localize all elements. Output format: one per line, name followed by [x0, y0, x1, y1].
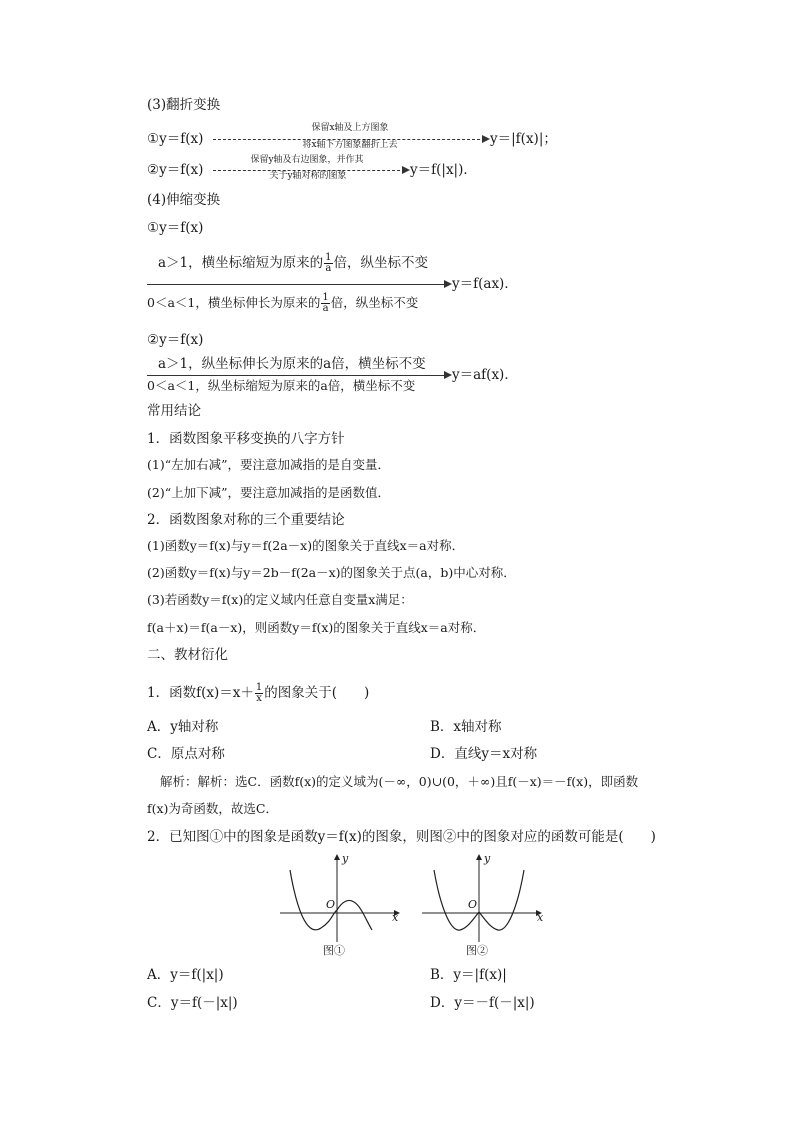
q1-solution-line2: f(x)为奇函数，故选C． [147, 801, 278, 816]
flip-row2-right: y＝f(|x|)． [410, 162, 477, 178]
fraction-one-over-a [324, 253, 332, 274]
scale-row1-bottom-text-b: 倍，纵坐标不变 [330, 295, 419, 310]
flip-row2-arrowhead [402, 166, 410, 174]
common-item-1: 1．函数图象平移变换的八字方针 [147, 431, 345, 447]
flip-row1-left: ①y＝f(x) [147, 131, 204, 147]
fig1-caption: 图① [323, 944, 345, 957]
question-1-text-b: 的图象关于( ) [264, 685, 370, 701]
q1-solution-line1: 解析：解析：选C．函数f(x)的定义域为(－∞，0)∪(0，＋∞)且f(－x)＝－f(x)，即函数 [160, 774, 639, 789]
fraction-denominator: x [256, 693, 262, 704]
fraction-denominator: a [325, 263, 332, 274]
q2-option-a: A．y＝f(|x|) [147, 967, 224, 983]
common-item-2c: (3)若函数y＝f(x)的定义域内任意自变量x满足： [147, 592, 413, 607]
figure-2-graph [418, 850, 548, 945]
common-item-2a: (1)函数y＝f(x)与y＝f(2a－x)的图象关于直线x＝a对称． [147, 538, 465, 553]
fig2-y-label: y [484, 852, 491, 865]
scale-row1-arrow-line [147, 284, 447, 285]
scale-row2-top-label: a＞1，纵坐标伸长为原来的a倍，横坐标不变 [158, 356, 426, 372]
fig1-origin-label: O [326, 898, 336, 911]
q1-option-d: D．直线y＝x对称 [430, 746, 538, 762]
scale-row1-bottom-text-a: 0＜a＜1，横坐标伸长为原来的 [147, 295, 321, 310]
common-item-1b: (2)“上加下减”，要注意加减指的是函数值． [147, 485, 390, 500]
scale-row1-right: y＝f(ax)． [452, 276, 518, 292]
flip-row1-right: y＝|f(x)|； [490, 131, 557, 147]
q2-option-c: C．y＝f(－|x|) [147, 995, 238, 1011]
fig1-y-arrow [334, 854, 340, 860]
scale-row1-bottom-label [147, 293, 418, 314]
scale-row1-left: ①y＝f(x) [147, 220, 204, 236]
q1-option-c: C．原点对称 [147, 746, 225, 762]
fig2-origin-label: O [468, 898, 478, 911]
fig2-x-label: x [537, 911, 544, 924]
common-item-2: 2．函数图象对称的三个重要结论 [147, 512, 345, 528]
scale-row2-bottom-label: 0＜a＜1，纵坐标缩短为原来的a倍，横坐标不变 [147, 378, 416, 393]
section-4-heading: (4)伸缩变换 [147, 192, 221, 208]
q2-option-b: B．y＝|f(x)| [430, 967, 507, 983]
scale-row1-top-text-b: 倍，纵坐标不变 [333, 255, 429, 271]
flip-row2-label-top: 保留y轴及右边图象，并作其 [242, 155, 372, 166]
question-1 [147, 683, 369, 704]
flip-row1-label-bottom: 将x轴下方图象翻折上去 [283, 140, 417, 151]
flip-row1-arrowhead [482, 135, 490, 143]
figure-1-graph [276, 850, 406, 945]
fig1-x-label: x [392, 911, 399, 924]
scale-row2-arrow-line [147, 375, 447, 376]
q1-option-a: A．y轴对称 [147, 719, 219, 735]
common-item-1a: (1)“左加右减”，要注意加减指的是自变量． [147, 457, 390, 472]
q1-option-b: B．x轴对称 [430, 719, 502, 735]
scale-row1-top-label [158, 253, 428, 274]
section-3-heading: (3)翻折变换 [147, 97, 221, 113]
scale-row2-arrowhead [444, 371, 452, 379]
question-2: 2．已知图①中的图象是函数y＝f(x)的图象，则图②中的图象对应的函数可能是( ) [147, 829, 656, 845]
scale-row2-right: y＝af(x)． [452, 367, 518, 383]
flip-row2-label-bottom: 关于y轴对称的图象 [258, 171, 358, 182]
derive-heading: 二、教材衍化 [147, 647, 228, 663]
flip-row2-left: ②y＝f(x) [147, 162, 204, 178]
common-item-2d: f(a＋x)＝f(a－x)，则函数y＝f(x)的图象关于直线x＝a对称． [147, 620, 486, 635]
fraction-one-over-a-2 [321, 293, 329, 314]
fig2-y-arrow [476, 854, 482, 860]
flip-row1-label-top: 保留x轴及上方图象 [290, 123, 410, 134]
fraction-numerator: 1 [325, 252, 332, 263]
common-item-2b: (2)函数y＝f(x)与y＝2b－f(2a－x)的图象关于点(a，b)中心对称． [147, 565, 516, 580]
fig1-y-label: y [342, 852, 349, 865]
scale-row2-left: ②y＝f(x) [147, 332, 204, 348]
fig2-caption: 图② [466, 944, 488, 957]
fraction-numerator: 1 [255, 682, 263, 693]
scale-row1-arrowhead [444, 280, 452, 288]
fraction-denominator: a [322, 303, 329, 314]
question-1-text-a: 1．函数f(x)＝x＋ [147, 685, 254, 701]
fraction-numerator: 1 [322, 292, 329, 303]
common-heading: 常用结论 [147, 403, 201, 419]
q2-option-d: D．y＝－f(－|x|) [430, 995, 535, 1011]
fraction-one-over-x [255, 683, 263, 704]
scale-row1-top-text-a: a＞1，横坐标缩短为原来的 [158, 255, 324, 271]
